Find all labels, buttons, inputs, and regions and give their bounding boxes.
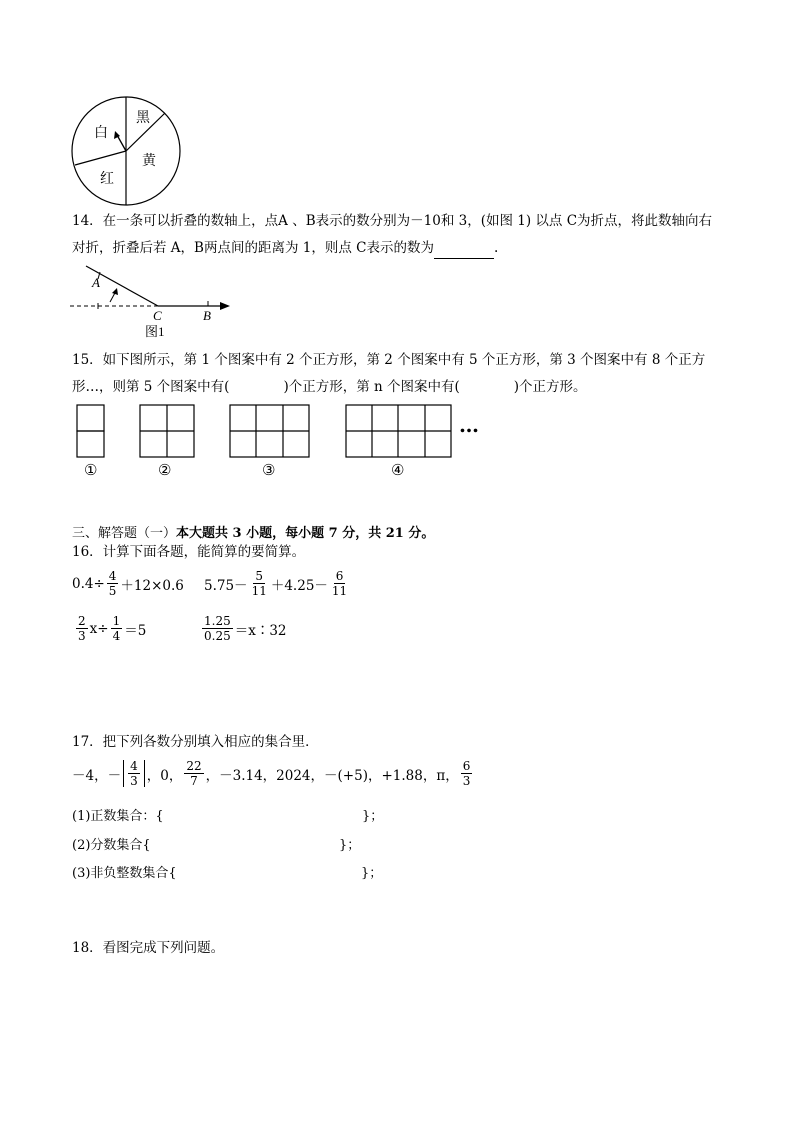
q14-line2 (72, 238, 498, 259)
q16-e4-den: 0.25 (204, 629, 231, 643)
q16-e1-a: 0.4÷ (72, 575, 105, 592)
q17-abs-num: 4 (130, 759, 138, 773)
q14-number-line-figure (68, 262, 238, 342)
q17-n2: ，0， (146, 767, 183, 784)
q16-e1-fraction (107, 570, 119, 597)
q16-expr-1 (72, 570, 184, 597)
q16-e4-fraction (202, 615, 233, 642)
q15-line2 (72, 377, 587, 397)
q17-fraction-6-3 (461, 760, 473, 787)
q17-set3-end: }； (360, 866, 383, 881)
q17-set2-blank[interactable] (155, 836, 335, 856)
q17-title: 17．把下列各数分别填入相应的集合里． (72, 734, 319, 750)
q15-label-2: ② (158, 461, 172, 479)
q16-e1-num: 4 (108, 569, 117, 583)
q17-set1-end: }； (361, 809, 384, 824)
q16-e2-num1: 5 (255, 569, 264, 583)
q15-pattern-4 (345, 404, 455, 460)
q14-text-2-end: . (493, 240, 499, 256)
q16-e2-den2: 11 (331, 584, 348, 598)
q16-expr-4 (200, 615, 287, 642)
q17-n1: －4，－ (72, 767, 122, 784)
section3-heading-b: 本大题共 3 小题，每小题 7 分，共 21 分。 (176, 526, 435, 541)
q17-n3: ，－3.14，2024，－(+5)，+1.88，π， (205, 767, 459, 784)
q16-e1-den: 5 (108, 584, 117, 598)
q14-figure-caption: 图1 (145, 324, 165, 339)
q17-abs-den: 3 (130, 774, 138, 788)
q17-set-1 (72, 807, 383, 827)
q16-e3-a: x÷ (89, 620, 109, 637)
q15-label-3: ③ (262, 461, 276, 479)
spinner-figure (70, 95, 182, 207)
section3-heading-a: 三、解答题（一） (72, 526, 177, 541)
q16-e2-den1: 11 (251, 584, 267, 598)
q16-e2-a: 5.75－ (204, 577, 248, 594)
q16-title: 16．计算下面各题，能简算的要简算。 (72, 544, 306, 560)
q17-set3-label: (3)非负整数集合{ (72, 866, 177, 881)
q16-expr-2 (204, 570, 351, 597)
q16-e3-fraction-2 (111, 615, 123, 642)
q15-line1 (72, 350, 705, 370)
q16-e3-b: ＝5 (124, 622, 147, 639)
q14-label-A: A (92, 275, 100, 290)
q16-e2-num2: 6 (335, 569, 344, 583)
q17-f2-num: 6 (462, 759, 471, 773)
q16-e3-fraction-1 (76, 615, 88, 642)
q16-e3-den1: 3 (78, 629, 86, 643)
q15-label-1: ① (84, 461, 98, 479)
q14-answer-blank[interactable] (434, 238, 494, 259)
q16-e2-fraction-1 (250, 570, 269, 597)
q17-f-num: 22 (186, 759, 202, 773)
q15-pattern-2 (139, 404, 197, 460)
q17-numbers (72, 760, 474, 787)
q17-abs-value (123, 760, 145, 787)
q17-set1-label: (1)正数集合：{ (72, 809, 164, 824)
q14-text-1: 14．在一条可以折叠的数轴上，点A 、B表示的数分别为－10和 3，(如图 1) 以点 C为折点，将此数轴向右 (72, 213, 713, 229)
q15-text-2: 形…，则第 5 个图案中有( )个正方形，第 n 个图案中有( )个正方形。 (72, 379, 587, 395)
q15-label-4: ④ (391, 461, 405, 479)
q16-e2-b: ＋4.25－ (270, 577, 328, 594)
q16-e3-num1: 2 (78, 614, 86, 628)
q15-pattern-3 (229, 404, 313, 460)
spinner-label-white: 白 (94, 125, 108, 141)
q14-text-2: 对折，折叠后若 A，B两点间的距离为 1，则点 C表示的数为 (72, 240, 434, 256)
q16-e1-b: ＋12×0.6 (120, 577, 184, 594)
spinner-label-red: 红 (100, 171, 114, 187)
q17-set-3 (72, 864, 382, 884)
q14-label-C: C (153, 308, 162, 323)
q15-text-1: 15．如下图所示，第 1 个图案中有 2 个正方形，第 2 个图案中有 5 个正方形，第 3 个图案中有 8 个正方 (72, 352, 706, 368)
q16-e2-fraction-2 (330, 570, 349, 597)
q14-label-B: B (203, 308, 211, 323)
q17-set3-blank[interactable] (181, 864, 357, 884)
q16-e3-den2: 4 (112, 629, 121, 643)
q16-e3-num2: 1 (112, 614, 121, 628)
q18-title: 18．看图完成下列问题。 (72, 940, 225, 956)
q17-f-den: 7 (190, 774, 198, 788)
q16-e4-b: ＝x∶32 (234, 622, 287, 639)
section3-heading (72, 524, 434, 544)
q17-abs-fraction (128, 760, 140, 787)
q17-f2-den: 3 (462, 774, 471, 788)
q16-e4-num: 1.25 (204, 614, 231, 628)
q15-ellipsis: … (459, 413, 479, 437)
spinner-label-black: 黑 (136, 110, 150, 126)
q16-expr-3 (74, 615, 146, 642)
spinner-label-yellow: 黄 (142, 153, 156, 169)
q17-set-2 (72, 836, 360, 856)
q17-fraction-22-7 (184, 760, 203, 787)
q14-line1 (72, 211, 712, 231)
q17-set2-label: (2)分数集合{ (72, 838, 151, 853)
q17-set2-end: }； (338, 838, 361, 853)
q15-pattern-1 (76, 404, 106, 460)
q17-set1-blank[interactable] (168, 807, 358, 827)
